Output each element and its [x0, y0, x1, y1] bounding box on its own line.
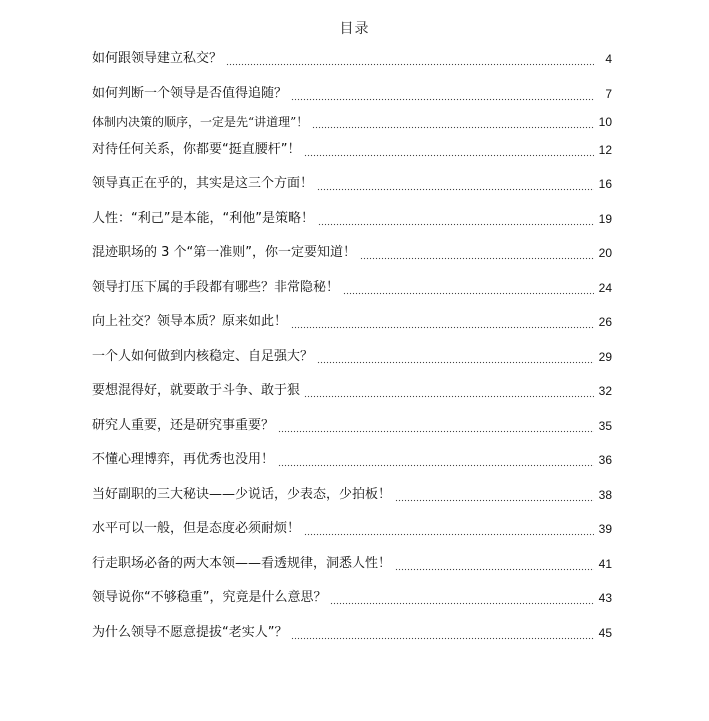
toc-entry[interactable] [92, 308, 612, 332]
toc-entry-title: 一个人如何做到内核稳定、自足强大？ [92, 347, 317, 367]
toc-entry-page: 41 [594, 554, 612, 574]
toc-list [92, 45, 612, 643]
toc-entry-title: 研究人重要，还是研究事重要？ [92, 416, 278, 436]
toc-entry-title: 领导说你“不够稳重”，究竟是什么意思？ [92, 588, 330, 608]
dot-leader [291, 313, 594, 329]
dot-leader [318, 210, 594, 226]
dot-leader [304, 382, 594, 398]
toc-entry[interactable] [92, 205, 612, 229]
toc-entry-title: 行走职场必备的两大本领——看透规律，洞悉人性！ [92, 554, 395, 574]
dot-leader [395, 555, 594, 571]
dot-leader [278, 417, 594, 433]
toc-entry-page: 4 [594, 49, 612, 69]
toc-entry[interactable] [92, 446, 612, 470]
toc-entry-page: 7 [594, 84, 612, 104]
toc-entry-title: 领导打压下属的手段都有哪些？非常隐秘！ [92, 278, 343, 298]
dot-leader [317, 348, 594, 364]
toc-entry-page: 43 [594, 588, 612, 608]
toc-entry-title: 领导真正在乎的，其实是这三个方面！ [92, 174, 317, 194]
dot-leader [395, 486, 594, 502]
toc-entry-page: 26 [594, 312, 612, 332]
toc-entry-title: 当好副职的三大秘诀——少说话，少表态，少拍板！ [92, 485, 395, 505]
toc-entry[interactable] [92, 108, 612, 132]
dot-leader [360, 244, 594, 260]
toc-entry-page: 12 [594, 140, 612, 160]
dot-leader [312, 113, 594, 129]
toc-title: 目录 [339, 21, 370, 37]
toc-entry-page: 19 [594, 209, 612, 229]
toc-entry-page: 10 [594, 112, 612, 132]
toc-entry-page: 16 [594, 174, 612, 194]
toc-entry[interactable] [92, 412, 612, 436]
toc-entry-page: 38 [594, 485, 612, 505]
toc-entry-title: 如何判断一个领导是否值得追随？ [92, 84, 291, 104]
toc-entry-page: 24 [594, 278, 612, 298]
dot-leader [343, 279, 594, 295]
toc-entry[interactable] [92, 481, 612, 505]
toc-entry[interactable] [92, 80, 612, 104]
toc-entry-page: 35 [594, 416, 612, 436]
toc-entry[interactable] [92, 550, 612, 574]
toc-entry[interactable] [92, 515, 612, 539]
toc-entry[interactable] [92, 343, 612, 367]
toc-entry[interactable] [92, 584, 612, 608]
toc-entry-page: 45 [594, 623, 612, 643]
toc-entry-title: 人性：“利己”是本能，“利他”是策略！ [92, 209, 318, 229]
toc-entry[interactable] [92, 45, 612, 69]
toc-entry-title: 要想混得好，就要敢于斗争、敢于狠 [92, 381, 304, 401]
dot-leader [304, 141, 594, 157]
toc-entry-title: 对待任何关系，你都要“挺直腰杆”！ [92, 140, 304, 160]
toc-entry[interactable] [92, 239, 612, 263]
dot-leader [291, 624, 594, 640]
toc-entry-title: 如何跟领导建立私交？ [92, 49, 226, 69]
toc-entry-title: 向上社交？领导本质？原来如此！ [92, 312, 291, 332]
toc-entry-page: 20 [594, 243, 612, 263]
dot-leader [291, 85, 594, 101]
toc-entry-title: 水平可以一般，但是态度必须耐烦！ [92, 519, 304, 539]
dot-leader [330, 589, 594, 605]
dot-leader [317, 175, 594, 191]
toc-entry[interactable] [92, 136, 612, 160]
toc-entry[interactable] [92, 377, 612, 401]
toc-entry[interactable] [92, 274, 612, 298]
toc-entry-title: 体制内决策的顺序，一定是先“讲道理”！ [92, 112, 312, 132]
dot-leader [304, 520, 594, 536]
toc-entry-title: 混迹职场的 3 个“第一准则”，你一定要知道！ [92, 243, 360, 263]
toc-entry-title: 不懂心理博弈，再优秀也没用！ [92, 450, 278, 470]
dot-leader [278, 451, 594, 467]
dot-leader [226, 50, 594, 66]
toc-entry-title: 为什么领导不愿意提拔“老实人”？ [92, 623, 291, 643]
toc-entry[interactable] [92, 619, 612, 643]
toc-entry-page: 36 [594, 450, 612, 470]
toc-entry-page: 39 [594, 519, 612, 539]
toc-entry[interactable] [92, 170, 612, 194]
toc-entry-page: 32 [594, 381, 612, 401]
toc-entry-page: 29 [594, 347, 612, 367]
